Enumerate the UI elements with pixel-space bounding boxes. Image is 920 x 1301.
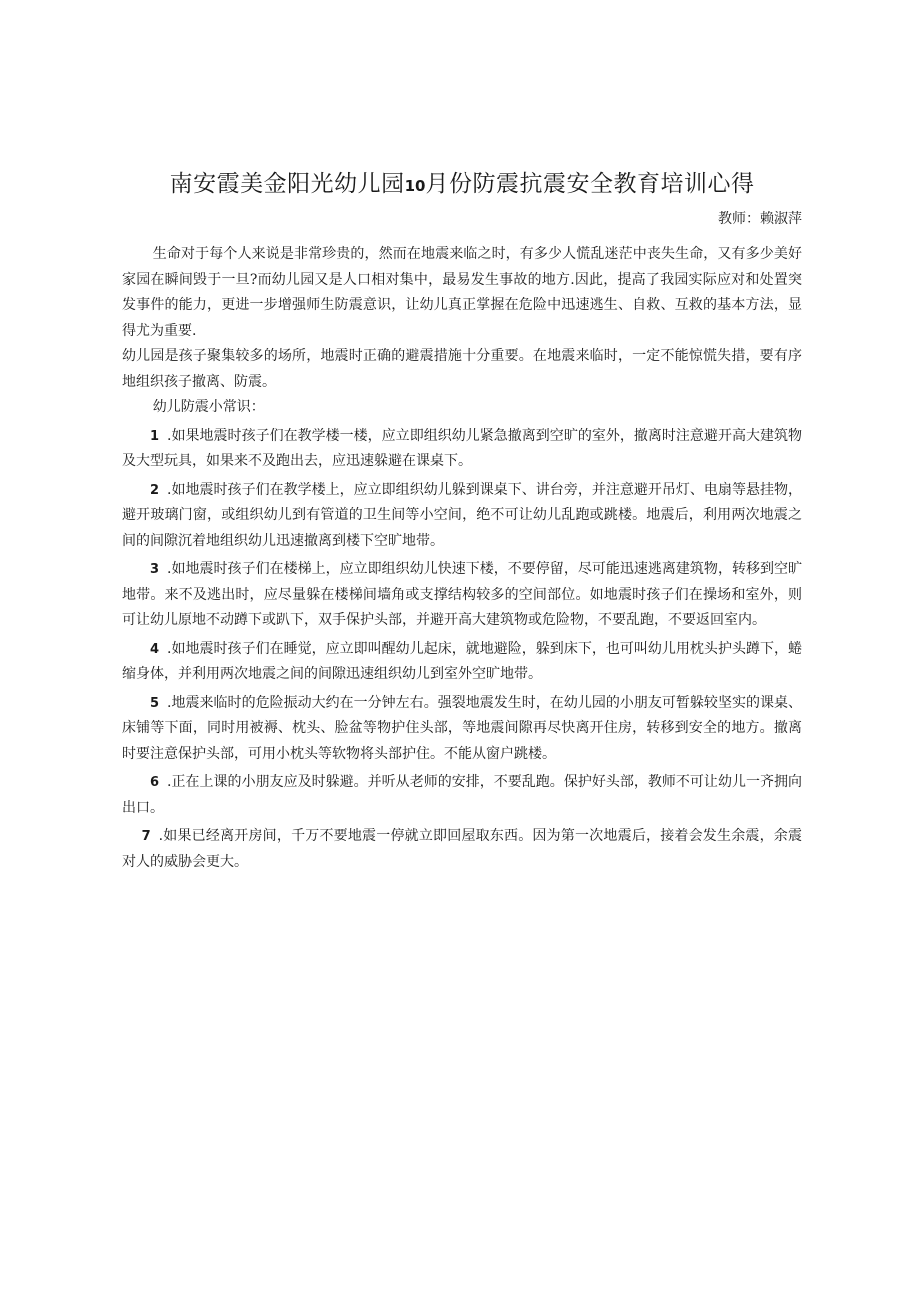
tip-item-3 xyxy=(122,557,802,634)
tip-text: .如地震时孩子们在教学楼上，应立即组织幼儿躲到课桌下、讲台旁，并注意避开吊灯、电扇等悬挂物，避开玻璃门窗，或组织幼儿到有管道的卫生间等小空间，绝不可让幼儿乱跑或跳楼。地震后，利用两次地震之间的间隙沉着地组织幼儿迅速撤离到楼下空旷地带。 xyxy=(122,481,802,549)
tip-item-2 xyxy=(122,478,802,555)
author-line: 教师：赖淑萍 xyxy=(718,211,802,227)
tip-text: .如地震时孩子们在睡觉，应立即叫醒幼儿起床，就地避险，躲到床下，也可叫幼儿用枕头护头蹲下，蜷缩身体，并利用两次地震之间的间隙迅速组织幼儿到室外空旷地带。 xyxy=(122,640,802,682)
tip-text: .正在上课的小朋友应及时躲避。并听从老师的安排，不要乱跑。保护好头部，教师不可让幼儿一齐拥向出口。 xyxy=(122,774,802,816)
title-prefix: 南安霞美金阳光幼儿园 xyxy=(169,171,405,197)
tip-number: 1 xyxy=(150,428,160,444)
tip-number: 2 xyxy=(150,482,160,498)
title-suffix: 月份防震抗震安全教育培训心得 xyxy=(425,171,755,197)
tip-item-6 xyxy=(122,770,802,821)
tip-text: .地震来临时的危险振动大约在一分钟左右。强裂地震发生时，在幼儿园的小朋友可暂躲较坚实的课桌、床铺等下面，同时用被褥、枕头、脸盆等物护住头部，等地震间隙再尽快离开住房，转移到安全的地方。撤离时要注意保护头部，可用小枕头等软物将头部护住。不能从窗户跳楼。 xyxy=(122,694,802,762)
tip-number: 4 xyxy=(150,641,160,657)
tip-number: 3 xyxy=(150,562,160,577)
second-paragraph: 幼儿园是孩子聚集较多的场所，地震时正确的避震措施十分重要。在地震来临时，一定不能惊慌失措，要有序地组织孩子撤离、防震。 xyxy=(122,348,802,390)
document-page xyxy=(122,165,802,875)
tip-number: 5 xyxy=(150,695,160,711)
tip-item-4 xyxy=(122,637,802,688)
intro-paragraph: 生命对于每个人来说是非常珍贵的，然而在地震来临之时，有多少人慌乱迷茫中丧失生命，又有多少美好家园在瞬间毁于一旦?而幼儿园又是人口相对集中，最易发生事故的地方.因此，提高了我园实际应对和处置突发事件的能力，更进一步增强师生防震意识，让幼儿真正掌握在危险中迅速逃生、自救、互救的基本方法，显得尤为重要. xyxy=(122,246,802,339)
document-body xyxy=(122,242,802,875)
tip-number: 7 xyxy=(141,829,151,844)
tip-text: .如果地震时孩子们在教学楼一楼，应立即组织幼儿紧急撤离到空旷的室外，撤离时注意避开高大建筑物及大型玩具，如果来不及跑出去，应迅速躲避在课桌下。 xyxy=(122,427,802,469)
tip-text: .如地震时孩子们在楼梯上，应立即组织幼儿快速下楼，不要停留，尽可能迅速逃离建筑物，转移到空旷地带。来不及逃出时，应尽量躲在楼梯间墙角或支撑结构较多的空间部位。如地震时孩子们在操场和室外，则可让幼儿原地不动蹲下或趴下，双手保护头部，并避开高大建筑物或危险物，不要乱跑，不要返回室内。 xyxy=(122,561,802,628)
tips-heading: 幼儿防震小常识： xyxy=(152,399,265,415)
tip-item-1 xyxy=(122,424,802,475)
title-month-number: 10 xyxy=(404,177,426,195)
tip-text: .如果已经离开房间，千万不要地震一停就立即回屋取东西。因为第一次地震后，接着会发生余震，余震对人的威胁会更大。 xyxy=(122,828,802,870)
tip-number: 6 xyxy=(150,775,160,790)
tip-item-5 xyxy=(122,691,802,768)
document-title xyxy=(122,165,802,198)
tip-item-7 xyxy=(122,824,802,875)
